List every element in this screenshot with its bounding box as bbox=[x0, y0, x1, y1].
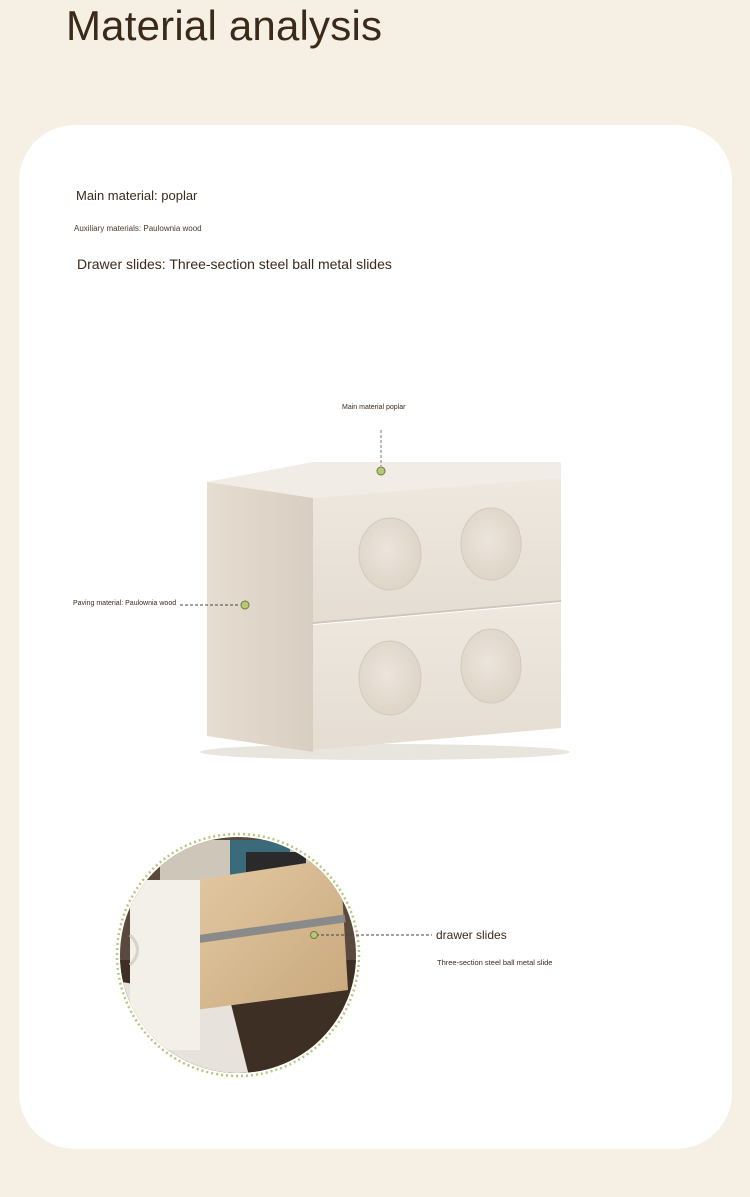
auxiliary-material-spec: Auxiliary materials: Paulownia wood bbox=[74, 224, 202, 233]
drawer-slides-description: Three-section steel ball metal slide bbox=[437, 958, 553, 967]
drawer-detail-image bbox=[110, 830, 370, 1090]
callout-dot-left bbox=[241, 601, 249, 609]
nightstand-image bbox=[200, 462, 570, 760]
main-material-spec: Main material: poplar bbox=[76, 188, 198, 203]
callout-dot-drawer bbox=[311, 932, 318, 939]
callout-paving-material: Paving material: Paulownia wood bbox=[73, 600, 177, 607]
callout-dot-top bbox=[377, 467, 385, 475]
callout-main-material: Main material poplar bbox=[342, 404, 406, 411]
drawer-slides-label: drawer slides bbox=[436, 928, 507, 942]
drawer-slides-spec: Drawer slides: Three-section steel ball metal slides bbox=[77, 256, 392, 272]
page-title: Material analysis bbox=[66, 2, 383, 49]
